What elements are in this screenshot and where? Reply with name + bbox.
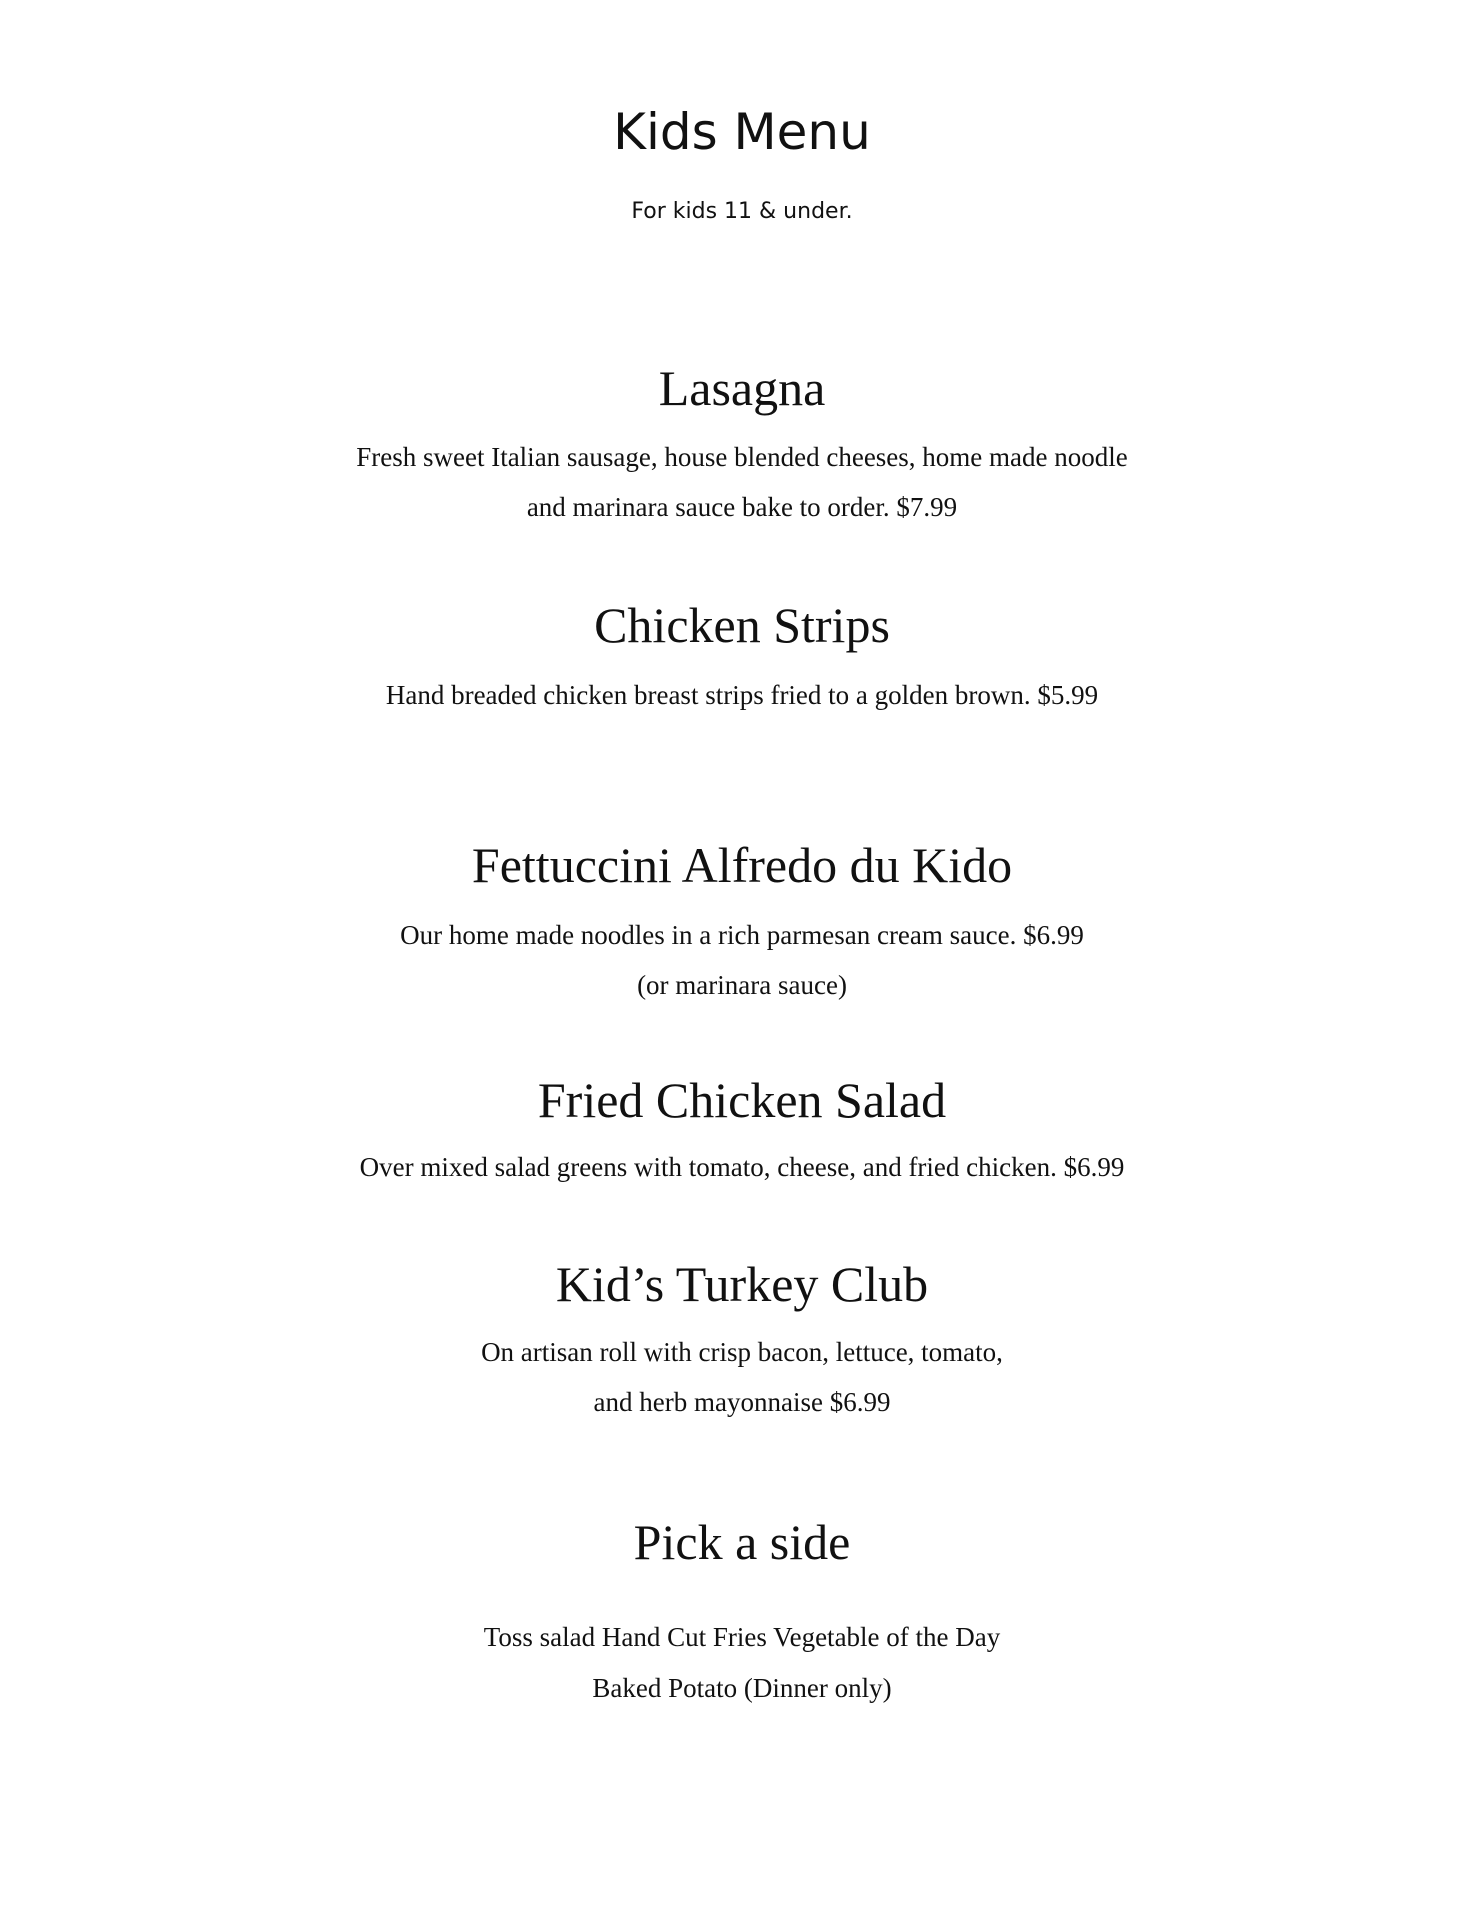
sides-heading: Pick a side — [633, 1514, 851, 1570]
page-title: Kids Menu — [613, 103, 871, 161]
sides-list: Baked Potato (Dinner only) — [592, 1673, 892, 1703]
menu-item-name: Fried Chicken Salad — [537, 1072, 947, 1128]
menu-item-description: Our home made noodles in a rich parmesan cream sauce. $6.99 — [400, 920, 1084, 950]
menu-item-description: and marinara sauce bake to order. $7.99 — [526, 492, 958, 522]
menu-item-name: Lasagna — [658, 360, 826, 416]
menu-item-description: Hand breaded chicken breast strips fried to a golden brown. $5.99 — [385, 680, 1099, 710]
menu-item-name: Kid’s Turkey Club — [555, 1256, 929, 1312]
page-subtitle: For kids 11 & under. — [631, 199, 853, 224]
menu-item-description: Fresh sweet Italian sausage, house blended cheeses, home made noodle — [356, 442, 1128, 472]
sides-list: Toss salad Hand Cut Fries Vegetable of the Day — [483, 1622, 1001, 1652]
menu-item-name: Fettuccini Alfredo du Kido — [471, 837, 1013, 893]
menu-item-name: Chicken Strips — [594, 597, 890, 653]
menu-item-description: and herb mayonnaise $6.99 — [593, 1387, 891, 1417]
menu-item-description: (or marinara sauce) — [637, 970, 847, 1000]
menu-item-description: On artisan roll with crisp bacon, lettuce, tomato, — [481, 1337, 1003, 1367]
menu-item-description: Over mixed salad greens with tomato, cheese, and fried chicken. $6.99 — [359, 1152, 1125, 1182]
